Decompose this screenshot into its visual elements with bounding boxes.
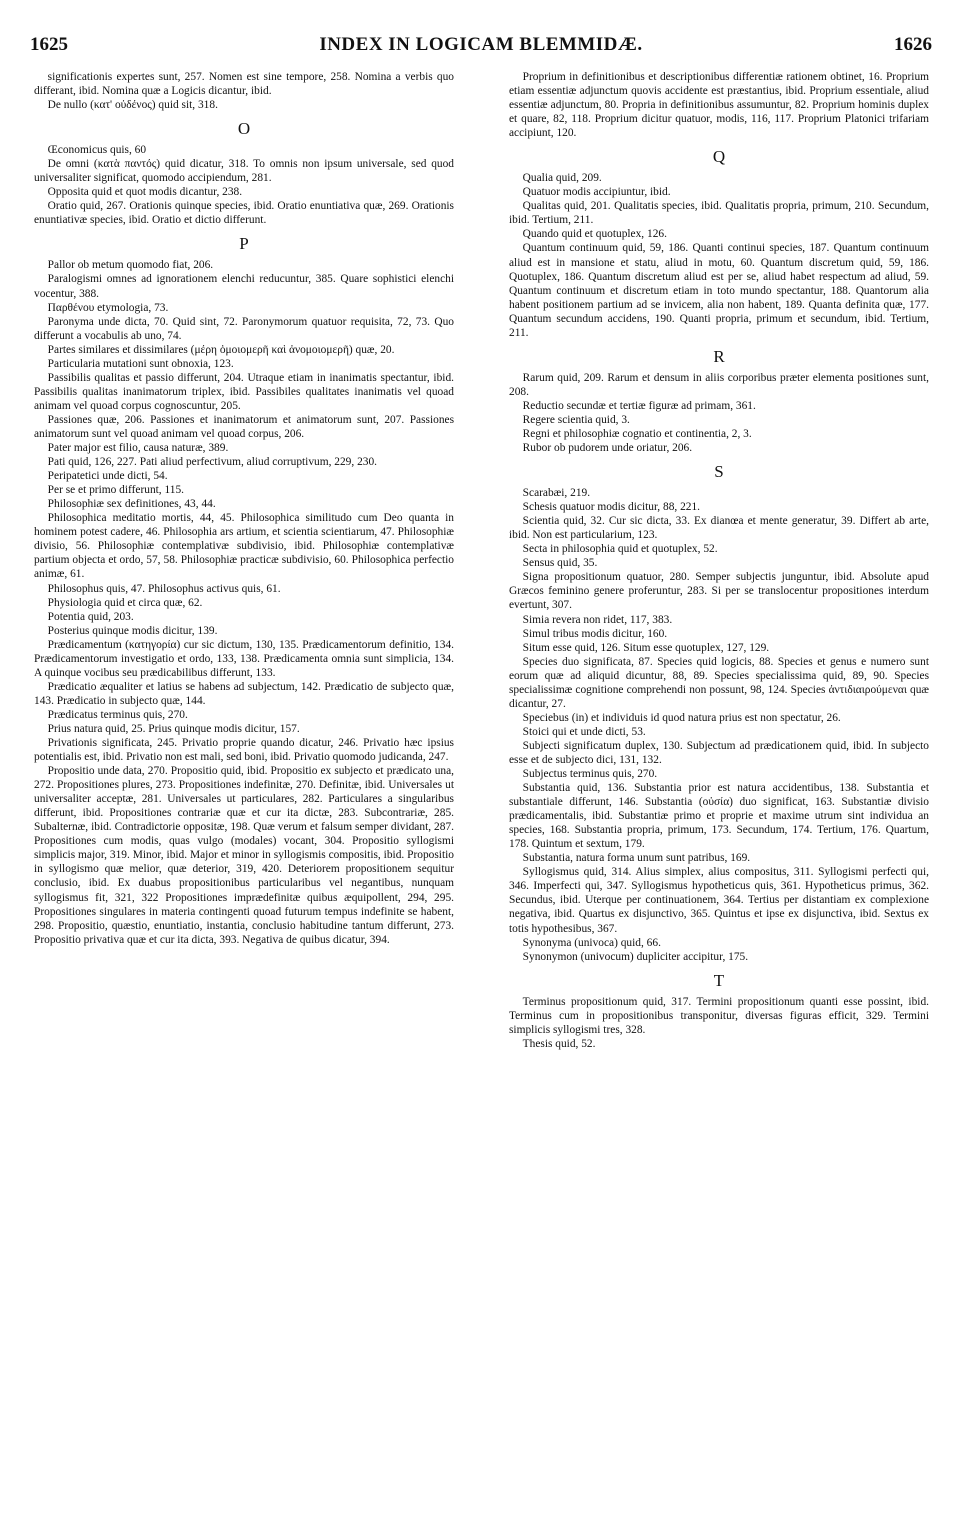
index-entry: Substantia, natura forma unum sunt patribus, 169. xyxy=(522,852,751,865)
index-entry: Qualia quid, 209. xyxy=(522,172,602,185)
index-entry: Oratio quid, 267. Orationis quinque species, ibid. Oratio enuntiativa quæ, 269. Orationis enuntiativæ species, ibid. Oratio et dictio differunt. xyxy=(34,200,454,227)
index-entry: Quando quid et quotuplex, 126. xyxy=(522,228,667,241)
index-entry: Philosophiæ sex definitiones, 43, 44. xyxy=(47,498,216,511)
section-letter: T xyxy=(713,970,725,990)
index-entry: Pallor ob metum quomodo fiat, 206. xyxy=(47,259,214,272)
index-entry: Subjectus terminus quis, 270. xyxy=(522,768,658,781)
index-entry: Pater major est filio, causa naturæ, 389. xyxy=(47,442,229,455)
index-entry: Opposita quid et quot modis dicantur, 238. xyxy=(47,186,243,199)
index-entry: Synonyma (univoca) quid, 66. xyxy=(522,936,661,949)
index-entry: Speciebus (in) et individuis id quod natura prius est non spectatur, 26. xyxy=(522,711,841,724)
index-entry: Reductio secundæ et tertiæ figuræ ad primam, 361. xyxy=(522,399,756,412)
index-entry: Propositio unde data, 270. Propositio quid, ibid. Propositio ex subjecto et prædicato una, 272. Propositiones plures, 273. Propositiones indefinitæ, 270. Definitæ, ibid. Universales ut universaliter acceptæ, 281. Universales ut particulares, 282. Particulares a singularibus differunt, ibid. Propositiones contrariæ quæ et cur ita dictæ, 283. Subcontrariæ, 285. Subalternæ, ibid. Contradictorie oppositæ, 198. Quæ verum et falsum semper dividant, 287. Propositiones cum modis, quas vulgo (modales) vocant, 304. Propositio syllogismi simplicis major, 319. Minor, ibid. Major et minor in syllogismis compositis, ibid. Propositio in syllogismo quæ melior, quæ deterior, 319, 420. Deteriorem propositionem sequitur conclusio, ibid. Ex duabus propositionibus particularibus vel negantibus, nunquam syllogismus fit, 321, 322 Propositiones imprædefinitæ quibus æquipollent, 294, 295. Propositiones singulares in materia contingenti quoad futurum tempus indefinite se habent, 298. Propositio, quæstio, enuntiatio, instantia, conclusio habitudine tantum differunt, 273. Propositio privativa quæ et cur ita dicta, 393. Negativa de quibus dicatur, 394. xyxy=(34,765,454,946)
index-entry: Per se et primo differunt, 115. xyxy=(47,484,185,497)
index-entry: Peripatetici unde dicti, 54. xyxy=(47,470,168,483)
left-column xyxy=(34,70,454,947)
index-entry: Rubor ob pudorem unde oriatur, 206. xyxy=(522,442,693,455)
index-entry: Subjecti significatum duplex, 130. Subjectum ad prædicationem quid, ibid. In subjecto esse et de subjecto dici, 131, 132. xyxy=(509,739,929,766)
index-entry: Philosophica meditatio mortis, 44, 45. Philosophica similitudo cum Deo quanta in hominem potest cadere, 46. Philosophia ars artium, et scientia scientiarum, 47. Philosophiæ divisio, 56. Philosophiæ contemplativæ subdivisio, ibid. Philosophiæ contemplativæ partium objecta et ordo, 57, 58. Philosophiæ practicæ subdivisio, 60. Philosophica perfectio animæ, 61. xyxy=(34,512,454,581)
section-letter: P xyxy=(239,234,249,254)
index-entry: Paronyma unde dicta, 70. Quid sint, 72. Paronymorum quatuor requisita, 72, 73. Quo differunt a vocabulis ab uno, 74. xyxy=(34,315,454,342)
index-entry: Simul tribus modis dicitur, 160. xyxy=(522,627,668,640)
index-entry: Stoici qui et unde dicti, 53. xyxy=(522,725,646,738)
index-entry: Philosophus quis, 47. Philosophus activus quis, 61. xyxy=(47,582,281,595)
index-entry: Regni et philosophiæ cognatio et continentia, 2, 3. xyxy=(522,427,752,440)
index-entry: Prædicamentum (κατηγορία) cur sic dictum, 130, 135. Prædicamentorum definitio, 134. Prædicamentorum investigatio et ordo, 133, 138. Prædicamenta omnia sunt simplicia, 134. A quinque vocibus seu prædicabilibus differunt, 133. xyxy=(34,638,454,679)
index-entry: Substantia quid, 136. Substantia prior est natura accidentibus, 138. Substantia et substantiale differunt, 146. Substantia (οὐσία) duo significat, 163. Substantiæ divisio prædicamentalis, ibid. Substantiæ primo et proprie et maxime utrum sint individua an species, 168. Substantia propria, primum, 173. Secundum, 174. Tertium, 176. Quartum, 178. Quintum et sextum, 179. xyxy=(509,782,929,851)
index-entry: Prius natura quid, 25. Prius quinque modis dicitur, 157. xyxy=(47,722,300,735)
page-number-left: 1625 xyxy=(30,34,68,55)
index-entry: Partes similares et dissimilares (μέρη ὁμοιομερῆ καὶ ἀνομοιομερῆ) quæ, 20. xyxy=(47,343,395,356)
index-entry: Syllogismus quid, 314. Alius simplex, alius compositus, 311. Syllogismi perfecti qui, 346. Imperfecti qui, 347. Syllogismus hypotheticus quis, 361. Hypotheticus primus, 362. Secundus, ibid. Uterque per continuationem, 364. Tertius per distantiam ex complexione negativa, ibid. Quartus ex disjunctivo, 365. Quintus et ipse ex disjunctiva, ibid. Sextus ex totis hypothesibus, 367. xyxy=(509,866,929,935)
index-entry: Potentia quid, 203. xyxy=(47,610,134,623)
index-entry: Simia revera non ridet, 117, 383. xyxy=(522,613,673,626)
index-entry: Qualitas quid, 201. Qualitatis species, ibid. Qualitatis propria, primum, 210. Secundum, ibid. Tertium, 211. xyxy=(509,200,929,227)
index-entry: Schesis quatuor modis dicitur, 88, 221. xyxy=(522,501,701,514)
index-entry: Species duo significata, 87. Species quid logicis, 88. Species et genus e numero sunt eorum quæ ad aliquid dicuntur, 88, 89. Species specialissima quid, 89, 90. Species specialissimæ cognitione comprehendi non possunt, 98, 124. Species ἀντιδιαιρούμεναι quæ dicantur, 27. xyxy=(509,655,929,710)
index-entry: Prædicatus terminus quis, 270. xyxy=(47,708,188,721)
index-entry: Scarabæi, 219. xyxy=(522,487,591,500)
index-entry: Secta in philosophia quid et quotuplex, 52. xyxy=(522,543,718,556)
index-entry: Particularia mutationi sunt obnoxia, 123. xyxy=(47,357,234,370)
index-entry: significationis expertes sunt, 257. Nomen est sine tempore, 258. Nomina a verbis quo differant, ibid. Nomina quæ a Logicis dicantur, ibid. xyxy=(34,71,454,98)
index-entry: Regere scientia quid, 3. xyxy=(522,413,630,426)
index-entry: Proprium in definitionibus et descriptionibus differentiæ rationem obtinet, 16. Proprium etiam essentiæ adjunctum quovis accidente est præstantius, ibid. Proprium essentiale, aliud essentiæ adjunctum, 80. Propria in definitionibus assumuntur, 82. Proprium hominis duplex et quare, 82, 118. Proprium dicitur quatuor, modis, 116, 117. Proprium Platonici trifariam accipiunt, 120. xyxy=(509,71,929,140)
section-letter: Q xyxy=(712,147,726,167)
index-entry: Paralogismi omnes ad ignorationem elenchi reducuntur, 385. Quare sophistici elenchi vocentur, 388. xyxy=(34,273,454,300)
index-entry: Prædicatio æqualiter et latius se habens ad subjectum, 142. Prædicatio de subjecto quæ, 143. Prædicatio in subjecto quæ, 144. xyxy=(34,680,454,707)
index-entry: Rarum quid, 209. Rarum et densum in aliis corporibus præter elementa positiones sunt, 208. xyxy=(509,371,929,398)
index-entry: Passibilis qualitas et passio differunt, 204. Utraque etiam in inanimatis spectantur, ibid. Passibilis qualitas inanimatorum triplex, ibid. Passibiles qualitates inanimatis vel quoad animam vel quoad corpus cognoscuntur, 205. xyxy=(34,371,454,412)
index-entry: Signa propositionum quatuor, 280. Semper subjectis junguntur, ibid. Absolute apud Græcos feminino genere proferuntur, 283. Si per se translocentur propositiones interdum evertunt, 307. xyxy=(509,571,929,612)
index-entry: Pati quid, 126, 227. Pati aliud perfectivum, aliud corruptivum, 229, 230. xyxy=(47,456,378,469)
index-entry: Thesis quid, 52. xyxy=(522,1037,596,1050)
index-entry: Physiologia quid et circa quæ, 62. xyxy=(47,596,203,609)
index-entry: Privationis significata, 245. Privatio proprie quando dicatur, 246. Privatio hæc ipsius potentialis est, ibid. Privatio non est mali, sed boni, ibid. Privatio quomodo judicanda, 247. xyxy=(34,737,454,764)
page-header xyxy=(30,34,932,64)
index-entry: Quatuor modis accipiuntur, ibid. xyxy=(522,186,671,199)
section-letter: O xyxy=(237,119,251,139)
index-entry: Passiones quæ, 206. Passiones et inanimatorum et animatorum sunt, 207. Passiones animatorum sunt vel quoad animam vel quoad corpus, 206. xyxy=(34,413,454,440)
index-entry: Œconomicus quis, 60 xyxy=(47,144,147,157)
index-entry: De omni (κατὰ παντός) quid dicatur, 318. To omnis non ipsum universale, sed quod universaliter significat, quomodo accipiendum, 281. xyxy=(34,158,454,185)
index-entry: Quantum continuum quid, 59, 186. Quanti continui species, 187. Quantum continuum aliud est in mansione et statu, aliud in motu, 60. Quantum discretum quid, 59, 186. Quotuplex, 186. Quantum discretum aliud est per se, aliud habet respectum ad aliud, 59. Quantum continuum et discretum etiam in toto mundo spectantur, 188. Quantorum alia habent positionem partium ad se invicem, alia non habent, 189. Quanta definita quæ, 177. Quantum secundum accidens, 190. Quanti propria, primum et secundum, ibid. Tertium, 211. xyxy=(509,242,929,339)
page-number-right: 1626 xyxy=(894,34,932,55)
index-entry: Scientia quid, 32. Cur sic dicta, 33. Ex dianœa et mente generatur, 39. Differt ab arte, ibid. Non est particularium, 123. xyxy=(509,515,929,542)
page-title: INDEX IN LOGICAM BLEMMIDÆ. xyxy=(319,34,643,55)
right-column xyxy=(509,70,929,1051)
section-letter: S xyxy=(714,462,724,482)
index-entry: Terminus propositionum quid, 317. Termini propositionum quanti esse possint, ibid. Terminus cum in propositionibus transponitur, diversas figuras efficit, 329. Termini simplicis syllogismi tres, 328. xyxy=(509,995,929,1036)
section-letter: R xyxy=(713,346,725,366)
index-entry: De nullo (κατ' οὐδένος) quid sit, 318. xyxy=(47,99,218,112)
index-entry: Situm esse quid, 126. Situm esse quotuplex, 127, 129. xyxy=(522,641,770,654)
index-entry: Sensus quid, 35. xyxy=(522,557,598,570)
index-entry: Posterius quinque modis dicitur, 139. xyxy=(47,624,218,637)
index-entry: Παρθένου etymologia, 73. xyxy=(47,301,169,314)
index-entry: Synonymon (univocum) dupliciter accipitur, 175. xyxy=(522,950,749,963)
